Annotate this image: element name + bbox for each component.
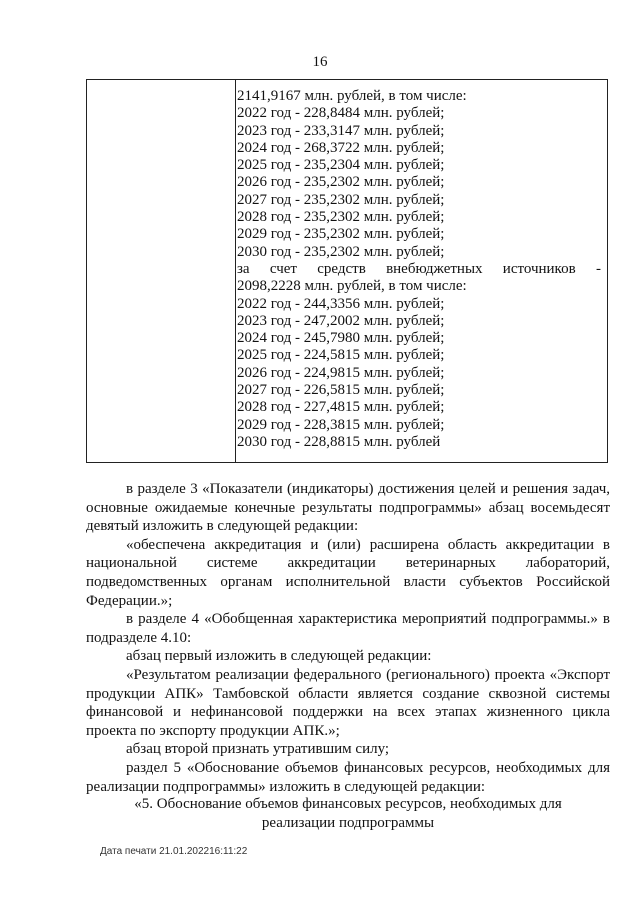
funding-line: 2098,2228 млн. рублей, в том числе: [237,278,467,295]
funding-line: 2023 год - 247,2002 млн. рублей; [237,312,445,329]
paragraph: «обеспечена аккредитация и (или) расширена область аккредитации в национальной системе аккредитации ветеринарных лабораторий, подведомственных органам исполнительной власти субъектов Российской Федерации.»; [86,536,610,609]
funding-line: 2029 год - 228,3815 млн. рублей; [237,416,445,433]
paragraph: «Результатом реализации федерального (регионального) проекта «Экспорт продукции АПК» Тамбовской области является создание сквозной системы финансовой и нефинансовой поддержки на всех этапах жизненного цикла проекта по экспорту продукции АПК.»; [86,666,610,739]
word: - [595,260,601,277]
funding-line: 2022 год - 244,3356 млн. рублей; [237,295,445,312]
funding-table-right-cell [237,88,601,451]
funding-line: 2025 год - 235,2304 млн. рублей; [237,157,445,174]
table-column-divider [235,80,236,462]
funding-line: 2028 год - 227,4815 млн. рублей; [237,399,445,416]
funding-line: 2024 год - 268,3722 млн. рублей; [237,139,445,156]
section-heading [86,795,610,833]
paragraph: абзац второй признать утратившим силу; [126,741,390,758]
funding-line: 2029 год - 235,2302 млн. рублей; [237,226,445,243]
paragraph: в разделе 3 «Показатели (индикаторы) достижения целей и решения задач, основные ожидаемые конечные результаты подпрограммы» абзац восемьдесят девятый изложить в следующей редакции: [86,481,610,535]
paragraph: абзац первый изложить в следующей редакции: [126,648,432,665]
paragraph: в разделе 4 «Обобщенная характеристика мероприятий подпрограммы.» в подразделе 4.10: [86,611,610,646]
extra-budget-sources-line [237,261,601,278]
document-body [86,480,610,796]
section-heading-line: реализации подпрограммы [261,815,435,831]
funding-line: 2141,9167 млн. рублей, в том числе: [237,88,467,104]
funding-line: 2027 год - 235,2302 млн. рублей; [237,191,445,208]
word: источников [502,260,576,277]
funding-line: 2025 год - 224,5815 млн. рублей; [237,347,445,364]
paragraph: раздел 5 «Обоснование объемов финансовых ресурсов, необходимых для реализации подпрограммы» изложить в следующей редакции: [86,759,610,795]
funding-line: 2030 год - 235,2302 млн. рублей; [237,243,445,260]
section-heading-line: «5. Обоснование объемов финансовых ресурсов, необходимых для [134,796,562,812]
funding-line: 2024 год - 245,7980 млн. рублей; [237,330,445,347]
funding-line: 2027 год - 226,5815 млн. рублей; [237,382,445,399]
funding-line: 2023 год - 233,3147 млн. рублей; [237,122,445,139]
word: средств [317,260,366,277]
funding-table [86,79,608,463]
word: за [237,260,250,277]
funding-line: 2030 год - 228,8815 млн. рублей [237,433,441,450]
page-number: 16 [312,54,328,70]
funding-line: 2028 год - 235,2302 млн. рублей; [237,209,445,226]
funding-line: 2026 год - 224,9815 млн. рублей; [237,364,445,381]
funding-line: 2026 год - 235,2302 млн. рублей; [237,174,445,191]
funding-line: 2022 год - 228,8484 млн. рублей; [237,105,445,122]
word: внебюджетных [386,260,483,277]
print-date: Дата печати 21.01.202216:11:22 [100,846,248,857]
word: счет [269,260,297,277]
